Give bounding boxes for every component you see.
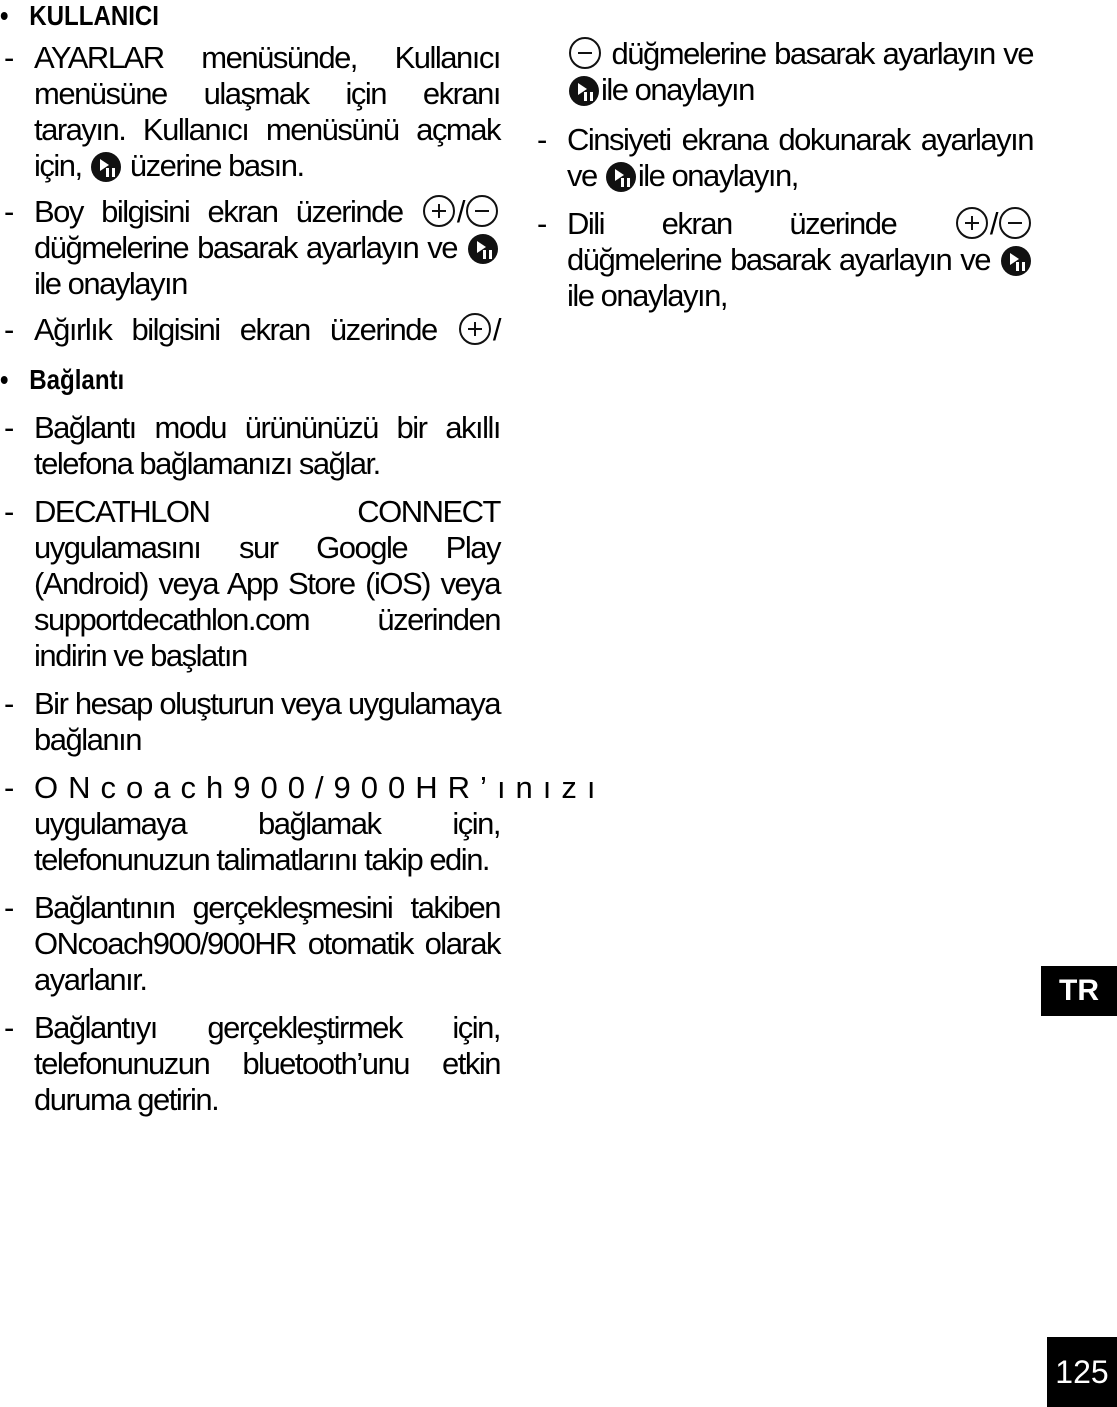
dash: -	[4, 194, 15, 229]
text-part: üzerine basın.	[122, 148, 304, 183]
dash: -	[4, 686, 15, 721]
list-item	[533, 122, 1033, 194]
dash: -	[4, 312, 15, 347]
text-part: düğmelerine basarak ayarlayın ve	[567, 242, 999, 277]
item-text	[34, 40, 500, 184]
left-column	[0, 0, 606, 1118]
list-item	[0, 40, 500, 184]
text-part: ile onaylayın	[34, 266, 187, 301]
item-text	[567, 122, 1033, 194]
text-part: Cinsiyeti ekrana dokunarak ayarlayın ve	[567, 122, 1033, 193]
dash: -	[4, 890, 15, 925]
list-item	[0, 312, 500, 348]
list-item	[0, 890, 500, 998]
list-item	[0, 494, 500, 674]
dash: -	[537, 206, 548, 241]
plus-circle-icon	[459, 313, 491, 345]
dash: -	[4, 770, 15, 805]
dash: -	[4, 410, 15, 445]
text-part: /	[492, 312, 500, 347]
item-text: DECATHLON CONNECT uygulamasını sur Google Play (Android) veya App Store (iOS) veya supportdecathlon.com üzerinden indirin ve başlatın	[34, 494, 500, 673]
page-number: 125	[1047, 1337, 1117, 1407]
minus-circle-icon	[569, 37, 601, 69]
bullet: •	[0, 364, 9, 395]
list-item	[0, 194, 500, 302]
list-item	[0, 1010, 500, 1118]
item-text	[34, 312, 500, 348]
item-text: Bir hesap oluşturun veya uygulamaya bağlanın	[34, 686, 500, 757]
item-text: Bağlantı modu ürününüzü bir akıllı telefona bağlamanızı sağlar.	[34, 410, 500, 481]
dash: -	[4, 494, 15, 529]
play-pause-icon	[569, 76, 599, 106]
section-heading-connection	[0, 362, 511, 398]
list-item	[0, 410, 500, 482]
section-title: Bağlantı	[29, 364, 125, 395]
right-column	[533, 36, 1033, 314]
play-pause-icon	[91, 152, 121, 182]
play-pause-icon	[468, 234, 498, 264]
bullet: •	[0, 0, 9, 31]
text-part: Ağırlık bilgisini ekran üzerinde	[34, 312, 457, 347]
dash: -	[4, 1010, 15, 1045]
text-part: Dili ekran üzerinde	[567, 206, 954, 241]
item-text-first-line: ONcoach900/900HR’ınızı	[34, 770, 606, 805]
text-part: ile onaylayın	[601, 72, 754, 107]
item-text	[567, 36, 1033, 108]
text-part: ile onaylayın,	[637, 158, 798, 193]
text-part: AYARLAR menüsünde, Kullanıcı menüsüne ulaşmak için ekranı tarayın. Kullanıcı menüsünü açmak için,	[34, 40, 500, 183]
continuation-text	[533, 36, 1033, 108]
dash: -	[4, 40, 15, 75]
text-part: düğmelerine basarak ayarlayın ve	[603, 36, 1033, 71]
item-text: Bağlantıyı gerçekleştirmek için, telefonunuzun bluetooth’unu etkin duruma getirin.	[34, 1010, 500, 1117]
minus-circle-icon	[466, 195, 498, 227]
list-item	[0, 770, 606, 878]
plus-circle-icon	[956, 207, 988, 239]
text-part: /	[989, 206, 997, 241]
list-item	[533, 206, 1033, 314]
text-part: düğmelerine basarak ayarlayın ve	[34, 230, 466, 265]
plus-circle-icon	[423, 195, 455, 227]
item-text: Bağlantının gerçekleşmesini takiben ONcoach900/900HR otomatik olarak ayarlanır.	[34, 890, 500, 997]
play-pause-icon	[606, 162, 636, 192]
text-part: Boy bilgisini ekran üzerinde	[34, 194, 421, 229]
text-part: /	[456, 194, 464, 229]
list-item	[0, 686, 500, 758]
item-text	[34, 194, 500, 302]
text-part: ile onaylayın,	[567, 278, 727, 313]
section-heading-user	[0, 0, 511, 34]
play-pause-icon	[1001, 246, 1031, 276]
minus-circle-icon	[999, 207, 1031, 239]
language-tab: TR	[1041, 966, 1117, 1016]
item-text: uygulamaya bağlamak için, telefonunuzun talimatlarını takip edin.	[34, 806, 500, 877]
item-text	[567, 206, 1033, 314]
dash: -	[537, 122, 548, 157]
section-title: KULLANICI	[29, 0, 159, 31]
